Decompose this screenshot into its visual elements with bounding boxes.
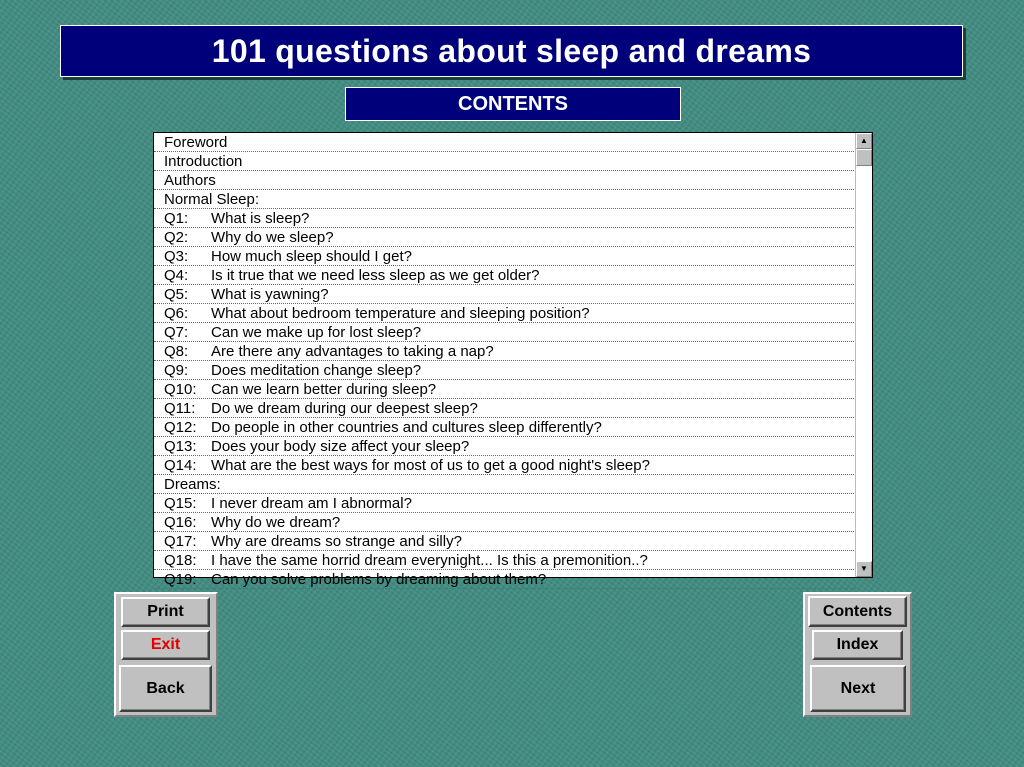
item-label: Does your body size affect your sleep? xyxy=(211,438,470,455)
item-label: Does meditation change sleep? xyxy=(211,362,422,379)
question-number: Q18: xyxy=(164,552,197,569)
list-item[interactable] xyxy=(154,209,856,228)
list-item[interactable] xyxy=(154,304,856,323)
item-label: Why are dreams so strange and silly? xyxy=(211,533,462,550)
title-banner xyxy=(60,25,963,77)
index-button[interactable]: Index xyxy=(812,630,903,660)
list-item[interactable] xyxy=(154,228,856,247)
list-item[interactable] xyxy=(154,190,856,209)
list-item[interactable] xyxy=(154,418,856,437)
question-number: Q9: xyxy=(164,362,189,379)
left-button-panel xyxy=(114,592,218,717)
item-label: How much sleep should I get? xyxy=(211,248,412,265)
item-label: I never dream am I abnormal? xyxy=(211,495,412,512)
question-number: Q10: xyxy=(164,381,197,398)
list-item[interactable] xyxy=(154,247,856,266)
list-item[interactable] xyxy=(154,342,856,361)
question-number: Q15: xyxy=(164,495,197,512)
contents-listbox[interactable] xyxy=(153,132,873,588)
scroll-thumb[interactable] xyxy=(856,149,872,166)
item-label: What about bedroom temperature and sleeping position? xyxy=(211,305,590,322)
list-item[interactable] xyxy=(154,323,856,342)
item-label: Can we make up for lost sleep? xyxy=(211,324,422,341)
next-button[interactable]: Next xyxy=(810,665,906,712)
item-label: Is it true that we need less sleep as we get older? xyxy=(211,267,540,284)
contents-list xyxy=(154,133,856,589)
list-item[interactable] xyxy=(154,570,856,589)
item-label: Why do we sleep? xyxy=(211,229,334,246)
question-number: Q4: xyxy=(164,267,189,284)
question-number: Q12: xyxy=(164,419,197,436)
item-label: Authors xyxy=(164,172,216,189)
list-item[interactable] xyxy=(154,380,856,399)
question-number: Q11: xyxy=(164,400,196,417)
exit-button[interactable]: Exit xyxy=(121,630,210,660)
list-item[interactable] xyxy=(154,171,856,190)
section-title: CONTENTS xyxy=(458,92,568,115)
list-item[interactable] xyxy=(154,494,856,513)
question-number: Q8: xyxy=(164,343,189,360)
list-item[interactable] xyxy=(154,437,856,456)
back-button[interactable]: Back xyxy=(119,665,212,712)
contents-button[interactable]: Contents xyxy=(808,596,907,627)
list-item[interactable] xyxy=(154,551,856,570)
item-label: I have the same horrid dream everynight... Is this a premonition..? xyxy=(211,552,648,569)
question-number: Q1: xyxy=(164,210,189,227)
item-label: Can you solve problems by dreaming about them? xyxy=(211,571,547,588)
list-item[interactable] xyxy=(154,475,856,494)
list-item[interactable] xyxy=(154,152,856,171)
item-label: Do people in other countries and cultures sleep differently? xyxy=(211,419,602,436)
print-button[interactable]: Print xyxy=(121,597,210,627)
list-item[interactable] xyxy=(154,513,856,532)
item-label: What is yawning? xyxy=(211,286,329,303)
item-label: Do we dream during our deepest sleep? xyxy=(211,400,478,417)
item-label: What is sleep? xyxy=(211,210,310,227)
question-number: Q14: xyxy=(164,457,197,474)
right-button-panel xyxy=(803,592,912,717)
list-item[interactable] xyxy=(154,285,856,304)
question-number: Q13: xyxy=(164,438,197,455)
list-item[interactable] xyxy=(154,133,856,152)
question-number: Q3: xyxy=(164,248,189,265)
list-item[interactable] xyxy=(154,266,856,285)
item-label: Are there any advantages to taking a nap? xyxy=(211,343,494,360)
question-number: Q6: xyxy=(164,305,189,322)
scroll-up-icon[interactable]: ▲ xyxy=(856,133,872,149)
question-number: Q17: xyxy=(164,533,197,550)
list-item[interactable] xyxy=(154,456,856,475)
list-item[interactable] xyxy=(154,361,856,380)
section-banner xyxy=(345,87,681,121)
item-label: Foreword xyxy=(164,134,228,151)
scroll-down-icon[interactable]: ▼ xyxy=(856,561,872,577)
list-item[interactable] xyxy=(154,532,856,551)
question-number: Q5: xyxy=(164,286,189,303)
item-label: Normal Sleep: xyxy=(164,191,260,208)
list-item[interactable] xyxy=(154,399,856,418)
item-label: Can we learn better during sleep? xyxy=(211,381,437,398)
item-label: Introduction xyxy=(164,153,243,170)
app-title: 101 questions about sleep and dreams xyxy=(211,32,812,69)
item-label: What are the best ways for most of us to get a good night's sleep? xyxy=(211,457,650,474)
question-number: Q19: xyxy=(164,571,197,588)
question-number: Q16: xyxy=(164,514,197,531)
question-number: Q7: xyxy=(164,324,189,341)
vertical-scrollbar[interactable] xyxy=(855,133,872,577)
question-number: Q2: xyxy=(164,229,189,246)
item-label: Why do we dream? xyxy=(211,514,341,531)
item-label: Dreams: xyxy=(164,476,221,493)
